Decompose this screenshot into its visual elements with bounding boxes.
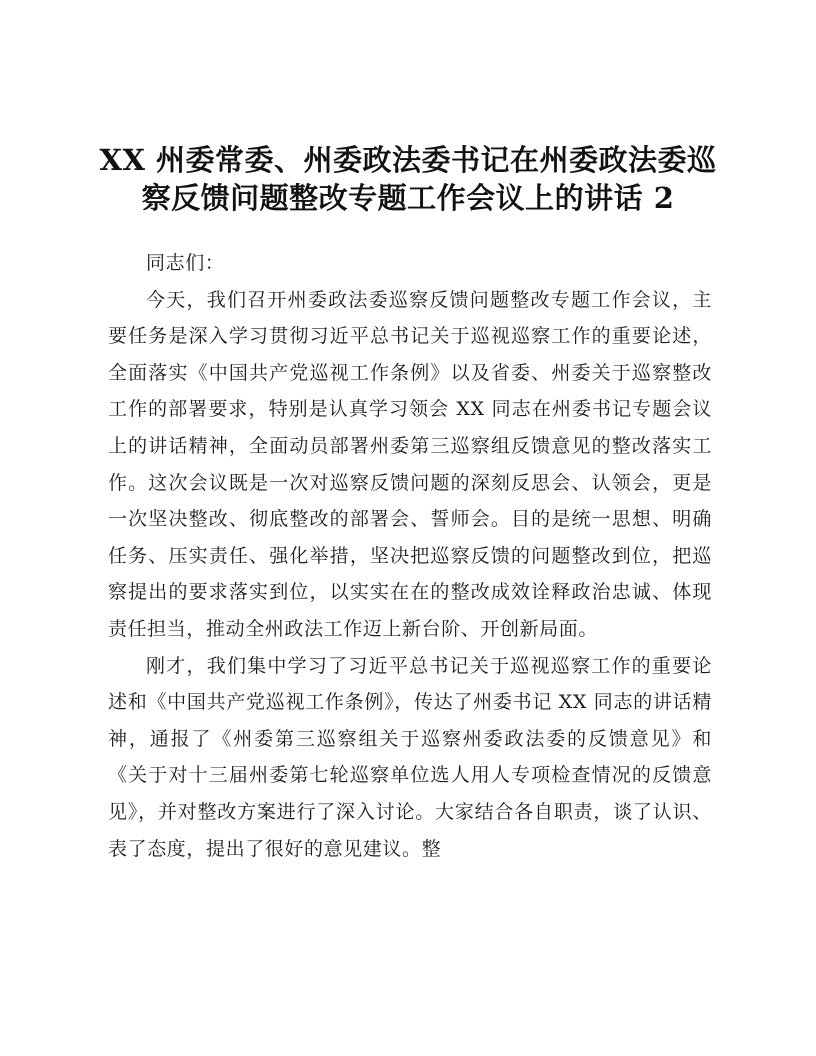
title-line-1: XX 州委常委、州委政法委书记在州委政法委巡: [99, 143, 717, 177]
document-title: [60, 141, 756, 217]
paragraph-2: 刚才，我们集中学习了习近平总书记关于巡视巡察工作的重要论述和《中国共产党巡视工作条例》，传达了州委书记 XX 同志的讲话精神，通报了《州委第三巡察组关于巡察州委政法委的反馈意见》和《关于对十三届州委第七轮巡察单位选人用人专项检查情况的反馈意见》，并对整改方案进行了深入讨论。大家结合各自职责，谈了认识、表了态度，提出了很好的意见建议。整: [108, 654, 712, 860]
greeting: 同志们：: [146, 252, 225, 274]
title-line-2: 察反馈问题整改专题工作会议上的讲话 2: [141, 181, 675, 215]
document-body: [108, 245, 712, 867]
paragraph-1: 今天，我们召开州委政法委巡察反馈问题整改专题工作会议，主要任务是深入学习贯彻习近平总书记关于巡视巡察工作的重要论述，全面落实《中国共产党巡视工作条例》以及省委、州委关于巡察整改工作的部署要求，特别是认真学习领会 XX 同志在州委书记专题会议上的讲话精神，全面动员部署州委第三巡察组反馈意见的整改落实工作。这次会议既是一次对巡察反馈问题的深刻反思会、认领会，更是一次坚决整改、彻底整改的部署会、誓师会。目的是统一思想、明确任务、压实责任、强化举措，坚决把巡察反馈的问题整改到位，把巡察提出的要求落实到位，以实实在在的整改成效诠释政治忠诚、体现责任担当，推动全州政法工作迈上新台阶、开创新局面。: [108, 288, 712, 640]
